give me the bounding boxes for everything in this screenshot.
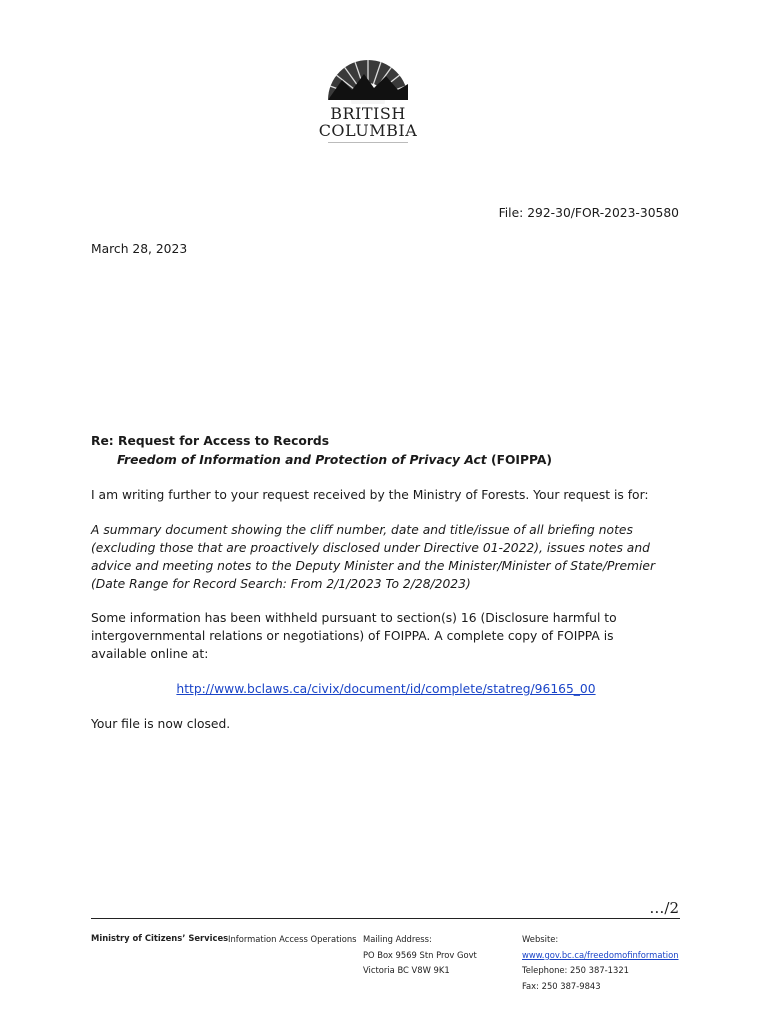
footer-contact <box>522 932 679 994</box>
act-abbreviation: (FOIPPA) <box>486 453 553 467</box>
footer-divider <box>91 918 680 919</box>
act-line <box>117 451 552 469</box>
act-title: Freedom of Information and Protection of Privacy Act <box>117 453 487 467</box>
mailing-line-2: Victoria BC V8W 9K1 <box>363 965 450 975</box>
fax: Fax: 250 387-9843 <box>522 980 601 991</box>
sun-mountains-icon <box>312 44 424 104</box>
intro-paragraph: I am writing further to your request received by the Ministry of Forests. Your request is for: <box>91 488 649 502</box>
footer-office: Information Access Operations <box>228 934 357 944</box>
withheld-paragraph: Some information has been withheld pursuant to section(s) 16 (Disclosure harmful to intergovernmental relations or negotiations) of FOIPPA. A complete copy of FOIPPA is available online at: <box>91 611 617 661</box>
file-number: File: 292-30/FOR-2023-30580 <box>498 206 679 220</box>
website-link[interactable]: www.gov.bc.ca/freedomofinformation <box>522 949 679 960</box>
subject-line: Re: Request for Access to Records <box>91 434 330 448</box>
request-text: A summary document showing the cliff number, date and title/issue of all briefing notes (excluding those that are proactively disclosed under Directive 01-2022), issues notes and advice and meeting notes to the Deputy Minister and the Minister/Minister of State/Premier (Date Range for Record Search: From 2/1/2023 To 2/28/2023) <box>91 523 656 591</box>
mailing-label: Mailing Address: <box>363 934 432 944</box>
logo-line-1: BRITISH <box>330 104 406 123</box>
telephone: Telephone: 250 387-1321 <box>522 965 629 975</box>
closed-statement: Your file is now closed. <box>91 717 231 731</box>
mailing-line-1: PO Box 9569 Stn Prov Govt <box>363 949 477 960</box>
page-number: …/2 <box>649 899 679 917</box>
bc-logo <box>312 44 424 148</box>
footer-mailing-address <box>363 932 477 979</box>
website-label: Website: <box>522 934 559 944</box>
footer-ministry: Ministry of Citizens’ Services <box>91 933 229 943</box>
logo-line-2: COLUMBIA <box>318 121 418 140</box>
logo-rule <box>328 142 408 143</box>
foippa-link[interactable]: http://www.bclaws.ca/civix/document/id/complete/statreg/96165_00 <box>176 682 596 696</box>
letter-date: March 28, 2023 <box>91 242 188 256</box>
